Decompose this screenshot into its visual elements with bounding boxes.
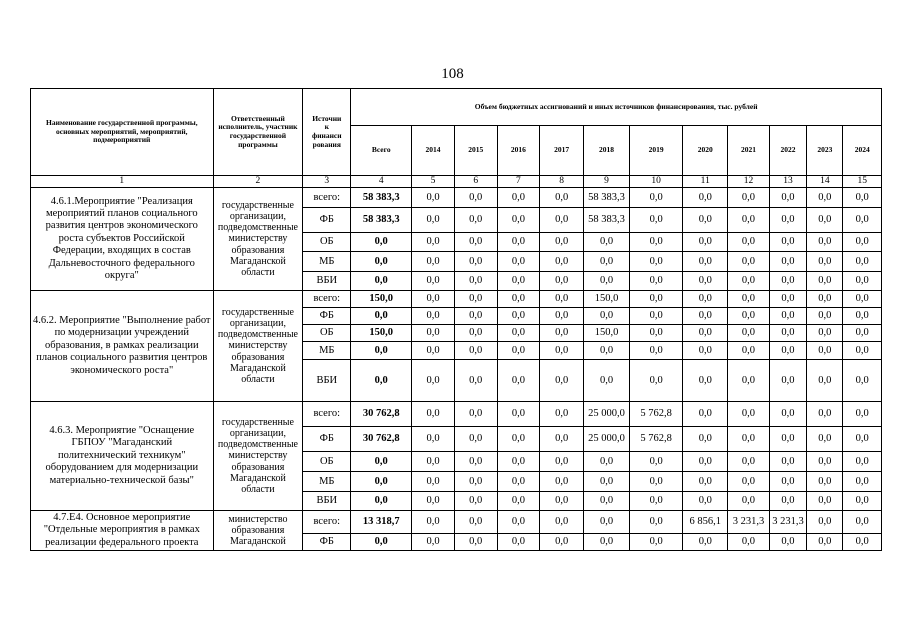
year-value: 3 231,3 (728, 511, 770, 534)
year-value: 0,0 (497, 492, 540, 511)
year-value: 0,0 (629, 208, 682, 233)
program-item-name: 4.7.E4. Основное мероприятие "Отдельные мероприятия в рамках реализации федерального проекта (31, 511, 214, 551)
header-year: 2016 (497, 126, 540, 176)
year-value: 0,0 (843, 291, 882, 308)
year-value: 5 762,8 (629, 427, 682, 452)
year-value: 0,0 (807, 360, 843, 402)
year-value: 0,0 (683, 342, 728, 360)
year-value: 0,0 (807, 452, 843, 472)
year-value: 0,0 (584, 272, 630, 291)
year-value: 0,0 (683, 492, 728, 511)
year-value: 0,0 (843, 272, 882, 291)
year-value: 0,0 (497, 291, 540, 308)
year-value: 0,0 (843, 511, 882, 534)
year-value: 0,0 (807, 472, 843, 492)
column-number: 9 (584, 176, 630, 188)
year-value: 0,0 (584, 492, 630, 511)
year-value: 0,0 (497, 427, 540, 452)
year-value: 0,0 (769, 291, 806, 308)
year-value: 5 762,8 (629, 402, 682, 427)
year-value: 0,0 (769, 252, 806, 272)
header-year: 2017 (540, 126, 584, 176)
year-value: 0,0 (540, 272, 584, 291)
year-value: 0,0 (843, 452, 882, 472)
funding-source: ОБ (303, 233, 351, 252)
year-value: 0,0 (769, 534, 806, 551)
year-value: 0,0 (412, 452, 455, 472)
responsible-executor: государственные организации, подведомственные министерству образования Магаданской области (213, 188, 303, 291)
year-value: 0,0 (584, 534, 630, 551)
header-year: 2023 (807, 126, 843, 176)
column-number: 5 (412, 176, 455, 188)
year-value: 0,0 (497, 511, 540, 534)
column-number: 4 (351, 176, 412, 188)
year-value: 0,0 (769, 325, 806, 342)
total-value: 150,0 (351, 291, 412, 308)
year-value: 0,0 (629, 452, 682, 472)
year-value: 0,0 (683, 233, 728, 252)
year-value: 0,0 (807, 208, 843, 233)
year-value: 0,0 (540, 252, 584, 272)
year-value: 0,0 (769, 427, 806, 452)
year-value: 0,0 (540, 427, 584, 452)
year-value: 0,0 (728, 452, 770, 472)
year-value: 0,0 (454, 233, 497, 252)
total-value: 0,0 (351, 452, 412, 472)
column-number: 14 (807, 176, 843, 188)
responsible-executor: министерство образования Магаданской (213, 511, 303, 551)
year-value: 0,0 (497, 472, 540, 492)
column-number: 11 (683, 176, 728, 188)
year-value: 0,0 (843, 492, 882, 511)
total-value: 0,0 (351, 252, 412, 272)
responsible-executor: государственные организации, подведомственные министерству образования Магаданской области (213, 402, 303, 511)
year-value: 0,0 (497, 452, 540, 472)
total-value: 13 318,7 (351, 511, 412, 534)
total-value: 0,0 (351, 534, 412, 551)
header-total: Всего (351, 126, 412, 176)
header-year: 2014 (412, 126, 455, 176)
year-value: 0,0 (540, 534, 584, 551)
total-value: 0,0 (351, 308, 412, 325)
year-value: 0,0 (728, 342, 770, 360)
year-value: 0,0 (629, 511, 682, 534)
year-value: 0,0 (807, 325, 843, 342)
year-value: 0,0 (683, 308, 728, 325)
column-number: 2 (213, 176, 303, 188)
header-year: 2020 (683, 126, 728, 176)
year-value: 0,0 (683, 360, 728, 402)
year-value: 0,0 (769, 472, 806, 492)
year-value: 0,0 (683, 402, 728, 427)
year-value: 0,0 (629, 472, 682, 492)
year-value: 0,0 (454, 272, 497, 291)
header-responsible: Ответственный исполнитель, участник государственной программы (213, 89, 303, 176)
year-value: 0,0 (497, 252, 540, 272)
year-value: 0,0 (454, 188, 497, 208)
year-value: 0,0 (454, 252, 497, 272)
year-value: 0,0 (629, 325, 682, 342)
funding-source: всего: (303, 188, 351, 208)
year-value: 0,0 (454, 534, 497, 551)
year-value: 0,0 (843, 308, 882, 325)
year-value: 0,0 (843, 342, 882, 360)
year-value: 0,0 (412, 308, 455, 325)
funding-source: ВБИ (303, 272, 351, 291)
year-value: 25 000,0 (584, 402, 630, 427)
year-value: 0,0 (629, 492, 682, 511)
header-source-line: Источни (312, 113, 342, 123)
year-value: 0,0 (769, 308, 806, 325)
year-value: 0,0 (454, 402, 497, 427)
year-value: 0,0 (454, 291, 497, 308)
year-value: 0,0 (454, 325, 497, 342)
funding-source: ВБИ (303, 492, 351, 511)
year-value: 150,0 (584, 291, 630, 308)
year-value: 0,0 (807, 272, 843, 291)
year-value: 0,0 (584, 252, 630, 272)
funding-source: МБ (303, 252, 351, 272)
funding-source: ФБ (303, 208, 351, 233)
year-value: 0,0 (629, 534, 682, 551)
year-value: 0,0 (540, 452, 584, 472)
year-value: 0,0 (843, 325, 882, 342)
year-value: 0,0 (584, 511, 630, 534)
year-value: 0,0 (629, 308, 682, 325)
year-value: 0,0 (843, 233, 882, 252)
year-value: 0,0 (769, 188, 806, 208)
year-value: 0,0 (540, 325, 584, 342)
year-value: 0,0 (412, 325, 455, 342)
year-value: 0,0 (540, 492, 584, 511)
header-budget: Объем бюджетных ассигнований и иных источников финансирования, тыс. рублей (351, 89, 882, 126)
year-value: 0,0 (843, 427, 882, 452)
year-value: 0,0 (497, 188, 540, 208)
year-value: 0,0 (807, 252, 843, 272)
column-number: 8 (540, 176, 584, 188)
year-value: 0,0 (807, 492, 843, 511)
year-value: 0,0 (728, 534, 770, 551)
year-value: 0,0 (629, 252, 682, 272)
column-number: 15 (843, 176, 882, 188)
year-value: 0,0 (412, 472, 455, 492)
year-value: 0,0 (683, 427, 728, 452)
responsible-executor: государственные организации, подведомственные министерству образования Магаданской области (213, 291, 303, 402)
year-value: 0,0 (412, 272, 455, 291)
year-value: 0,0 (454, 492, 497, 511)
year-value: 0,0 (412, 188, 455, 208)
year-value: 0,0 (683, 452, 728, 472)
year-value: 0,0 (540, 472, 584, 492)
header-year: 2015 (454, 126, 497, 176)
year-value: 0,0 (540, 360, 584, 402)
year-value: 0,0 (683, 208, 728, 233)
year-value: 0,0 (683, 188, 728, 208)
total-value: 58 383,3 (351, 188, 412, 208)
column-number: 7 (497, 176, 540, 188)
column-number: 10 (629, 176, 682, 188)
year-value: 0,0 (769, 208, 806, 233)
year-value: 0,0 (497, 360, 540, 402)
year-value: 0,0 (412, 492, 455, 511)
year-value: 0,0 (728, 427, 770, 452)
year-value: 0,0 (807, 308, 843, 325)
year-value: 0,0 (769, 342, 806, 360)
column-number: 13 (769, 176, 806, 188)
table-row (31, 188, 882, 208)
year-value: 0,0 (728, 233, 770, 252)
year-value: 0,0 (683, 325, 728, 342)
year-value: 0,0 (683, 272, 728, 291)
year-value: 0,0 (454, 511, 497, 534)
year-value: 0,0 (629, 272, 682, 291)
year-value: 0,0 (584, 342, 630, 360)
year-value: 0,0 (454, 472, 497, 492)
program-item-name: 4.6.2. Мероприятие "Выполнение работ по модернизации учреждений образования, в рамках реализации планов социального развития центров экономического роста" (31, 291, 214, 402)
year-value: 0,0 (728, 252, 770, 272)
year-value: 0,0 (412, 534, 455, 551)
total-value: 0,0 (351, 472, 412, 492)
year-value: 0,0 (683, 252, 728, 272)
funding-source: ОБ (303, 452, 351, 472)
year-value: 0,0 (540, 342, 584, 360)
year-value: 0,0 (412, 427, 455, 452)
year-value: 6 856,1 (683, 511, 728, 534)
year-value: 0,0 (497, 208, 540, 233)
year-value: 3 231,3 (769, 511, 806, 534)
year-value: 0,0 (412, 291, 455, 308)
table-row (31, 402, 882, 427)
year-value: 0,0 (769, 452, 806, 472)
year-value: 0,0 (497, 272, 540, 291)
year-value: 0,0 (497, 233, 540, 252)
table-row (31, 511, 882, 534)
year-value: 0,0 (843, 252, 882, 272)
year-value: 0,0 (540, 233, 584, 252)
year-value: 0,0 (807, 291, 843, 308)
year-value: 0,0 (629, 233, 682, 252)
year-value: 0,0 (412, 360, 455, 402)
year-value: 150,0 (584, 325, 630, 342)
year-value: 0,0 (584, 472, 630, 492)
year-value: 0,0 (843, 472, 882, 492)
year-value: 0,0 (807, 402, 843, 427)
year-value: 0,0 (807, 427, 843, 452)
header-source-line: финанси (312, 131, 342, 140)
year-value: 0,0 (683, 534, 728, 551)
year-value: 0,0 (728, 291, 770, 308)
year-value: 0,0 (807, 188, 843, 208)
header-name: Наименование государственной программы, основных мероприятий, мероприятий, подмероприятий (31, 89, 214, 176)
total-value: 58 383,3 (351, 208, 412, 233)
year-value: 0,0 (728, 325, 770, 342)
year-value: 0,0 (683, 472, 728, 492)
funding-source: всего: (303, 291, 351, 308)
total-value: 0,0 (351, 233, 412, 252)
header-year: 2019 (629, 126, 682, 176)
total-value: 30 762,8 (351, 402, 412, 427)
budget-table (30, 88, 882, 551)
year-value: 0,0 (454, 342, 497, 360)
year-value: 0,0 (412, 208, 455, 233)
year-value: 0,0 (412, 233, 455, 252)
total-value: 0,0 (351, 342, 412, 360)
year-value: 0,0 (584, 233, 630, 252)
column-number-row (31, 176, 882, 188)
year-value: 0,0 (540, 208, 584, 233)
funding-source: всего: (303, 402, 351, 427)
year-value: 58 383,3 (584, 188, 630, 208)
year-value: 0,0 (843, 534, 882, 551)
year-value: 0,0 (769, 272, 806, 291)
year-value: 0,0 (728, 472, 770, 492)
funding-source: ОБ (303, 325, 351, 342)
column-number: 6 (454, 176, 497, 188)
program-item-name: 4.6.3. Мероприятие "Оснащение ГБПОУ "Магаданский политехнический техникум" оборудованием для модернизации материально-технической базы" (31, 402, 214, 511)
total-value: 150,0 (351, 325, 412, 342)
year-value: 0,0 (769, 233, 806, 252)
year-value: 0,0 (807, 511, 843, 534)
funding-source: ФБ (303, 427, 351, 452)
year-value: 0,0 (807, 342, 843, 360)
year-value: 0,0 (454, 360, 497, 402)
header-source (303, 89, 351, 176)
year-value: 0,0 (629, 291, 682, 308)
year-value: 0,0 (454, 308, 497, 325)
year-value: 0,0 (497, 402, 540, 427)
year-value: 0,0 (769, 402, 806, 427)
year-value: 0,0 (629, 360, 682, 402)
year-value: 0,0 (728, 360, 770, 402)
year-value: 0,0 (843, 208, 882, 233)
year-value: 0,0 (683, 291, 728, 308)
page-number: 108 (441, 66, 464, 82)
year-value: 58 383,3 (584, 208, 630, 233)
year-value: 0,0 (769, 360, 806, 402)
column-number: 12 (728, 176, 770, 188)
year-value: 0,0 (412, 402, 455, 427)
column-number: 1 (31, 176, 214, 188)
year-value: 0,0 (728, 208, 770, 233)
header-year: 2021 (728, 126, 770, 176)
funding-source: ВБИ (303, 360, 351, 402)
year-value: 0,0 (629, 188, 682, 208)
funding-source: МБ (303, 342, 351, 360)
header-source-line: к (324, 122, 329, 132)
year-value: 0,0 (412, 252, 455, 272)
year-value: 0,0 (540, 402, 584, 427)
year-value: 0,0 (584, 308, 630, 325)
year-value: 0,0 (454, 452, 497, 472)
year-value: 0,0 (497, 534, 540, 551)
year-value: 0,0 (412, 342, 455, 360)
year-value: 0,0 (728, 272, 770, 291)
header-year: 2022 (769, 126, 806, 176)
year-value: 0,0 (497, 308, 540, 325)
total-value: 30 762,8 (351, 427, 412, 452)
year-value: 0,0 (454, 427, 497, 452)
year-value: 0,0 (769, 492, 806, 511)
total-value: 0,0 (351, 272, 412, 291)
year-value: 0,0 (807, 534, 843, 551)
year-value: 0,0 (540, 291, 584, 308)
year-value: 0,0 (629, 342, 682, 360)
year-value: 0,0 (540, 511, 584, 534)
program-item-name: 4.6.1.Мероприятие "Реализация мероприятий планов социального развития центров экономического роста субъектов Российской Федерации, входящих в состав Дальневосточного федерального округа" (31, 188, 214, 291)
year-value: 0,0 (843, 188, 882, 208)
year-value: 0,0 (728, 308, 770, 325)
funding-source: ФБ (303, 534, 351, 551)
year-value: 0,0 (807, 233, 843, 252)
header-source-line: рования (312, 139, 341, 149)
year-value: 0,0 (843, 360, 882, 402)
year-value: 0,0 (584, 452, 630, 472)
table-row (31, 291, 882, 308)
year-value: 25 000,0 (584, 427, 630, 452)
header-year: 2024 (843, 126, 882, 176)
year-value: 0,0 (454, 208, 497, 233)
funding-source: МБ (303, 472, 351, 492)
year-value: 0,0 (728, 188, 770, 208)
year-value: 0,0 (540, 308, 584, 325)
total-value: 0,0 (351, 360, 412, 402)
year-value: 0,0 (843, 402, 882, 427)
year-value: 0,0 (584, 360, 630, 402)
year-value: 0,0 (412, 511, 455, 534)
funding-source: всего: (303, 511, 351, 534)
year-value: 0,0 (728, 402, 770, 427)
header-year: 2018 (584, 126, 630, 176)
column-number: 3 (303, 176, 351, 188)
total-value: 0,0 (351, 492, 412, 511)
year-value: 0,0 (728, 492, 770, 511)
funding-source: ФБ (303, 308, 351, 325)
year-value: 0,0 (497, 325, 540, 342)
year-value: 0,0 (540, 188, 584, 208)
year-value: 0,0 (497, 342, 540, 360)
